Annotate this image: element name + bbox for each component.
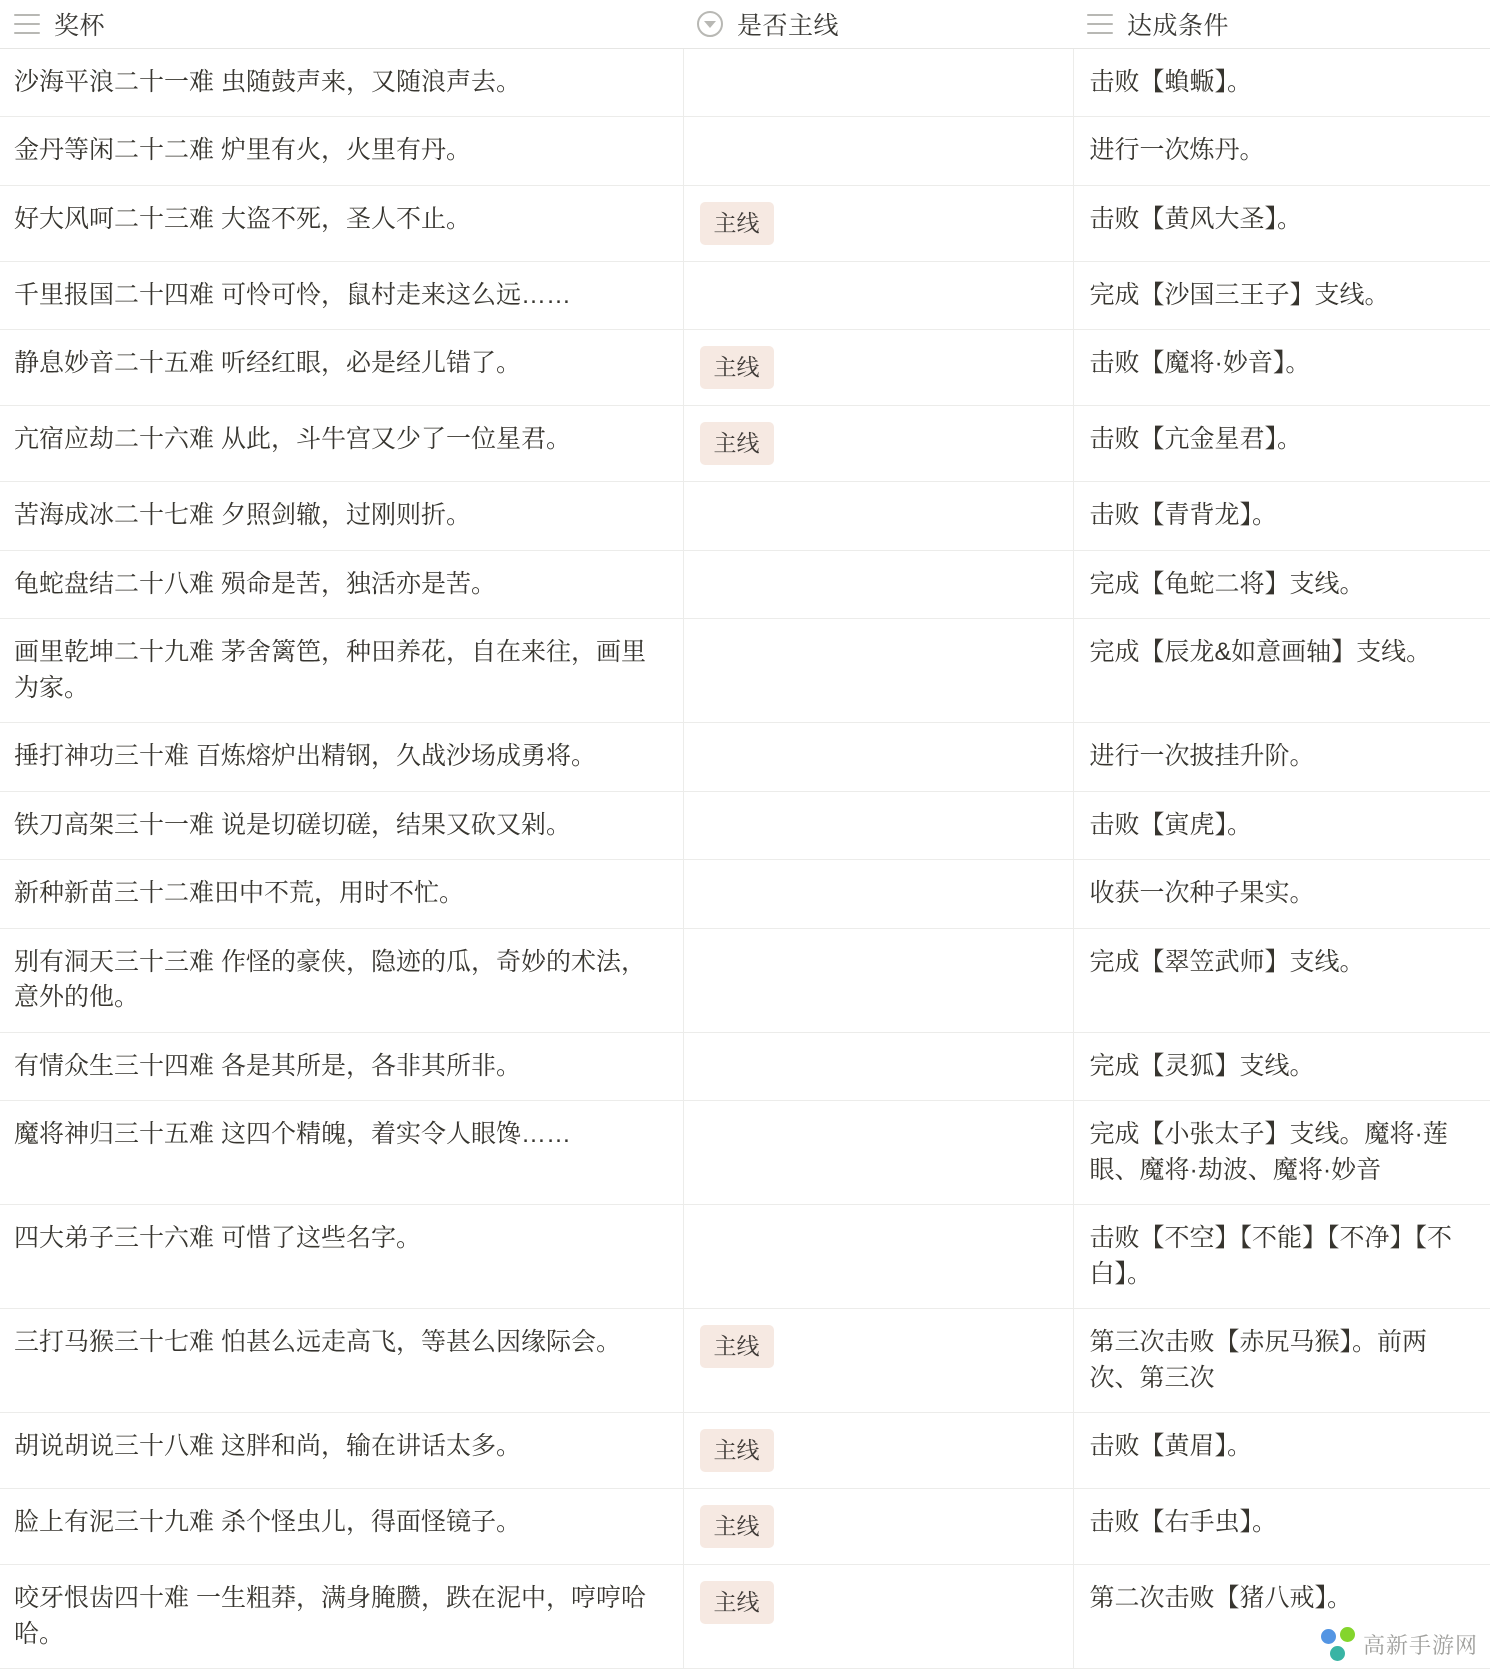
cell-is-main	[683, 330, 1073, 406]
table-row[interactable]	[0, 1309, 1490, 1413]
cell-is-main	[683, 550, 1073, 619]
cell-is-main	[683, 1205, 1073, 1309]
text-lines-icon	[14, 14, 40, 34]
table-row[interactable]	[0, 1565, 1490, 1669]
cell-condition: 第三次击败【赤尻马猴】。前两次、第三次	[1073, 1309, 1490, 1413]
cell-trophy-title: 新种新苗三十二难田中不荒，用时不忙。	[0, 860, 683, 929]
table-body	[0, 48, 1490, 1669]
cell-is-main	[683, 1309, 1073, 1413]
cell-is-main	[683, 723, 1073, 792]
cell-is-main	[683, 860, 1073, 929]
cell-trophy-title: 亢宿应劫二十六难 从此，斗牛宫又少了一位星君。	[0, 406, 683, 482]
cell-is-main	[683, 482, 1073, 551]
table-row[interactable]	[0, 1489, 1490, 1565]
cell-trophy-title: 沙海平浪二十一难 虫随鼓声来，又随浪声去。	[0, 48, 683, 117]
cell-is-main	[683, 1032, 1073, 1101]
column-header-is-main[interactable]	[683, 0, 1073, 48]
cell-is-main	[683, 1101, 1073, 1205]
column-header-is-main-label: 是否主线	[737, 11, 840, 40]
main-line-tag: 主线	[700, 1581, 774, 1624]
select-circle-icon	[697, 11, 723, 37]
cell-condition: 进行一次炼丹。	[1073, 117, 1490, 186]
table-row[interactable]	[0, 117, 1490, 186]
column-header-trophy-label: 奖杯	[54, 11, 106, 40]
table-row[interactable]	[0, 550, 1490, 619]
table-row[interactable]	[0, 791, 1490, 860]
cell-trophy-title: 咬牙恨齿四十难 一生粗莽，满身腌臜，跌在泥中，哼哼哈哈。	[0, 1565, 683, 1669]
cell-trophy-title: 好大风呵二十三难 大盗不死，圣人不止。	[0, 185, 683, 261]
cell-trophy-title: 捶打神功三十难 百炼熔炉出精钢，久战沙场成勇将。	[0, 723, 683, 792]
main-line-tag: 主线	[700, 1429, 774, 1472]
cell-condition: 击败【亢金星君】。	[1073, 406, 1490, 482]
cell-condition: 完成【辰龙&如意画轴】支线。	[1073, 619, 1490, 723]
cell-condition: 击败【寅虎】。	[1073, 791, 1490, 860]
cell-condition: 完成【翠笠武师】支线。	[1073, 928, 1490, 1032]
table-row[interactable]	[0, 185, 1490, 261]
cell-trophy-title: 脸上有泥三十九难 杀个怪虫儿，得面怪镜子。	[0, 1489, 683, 1565]
cell-condition: 进行一次披挂升阶。	[1073, 723, 1490, 792]
cell-condition: 完成【沙国三王子】支线。	[1073, 261, 1490, 330]
table-row[interactable]	[0, 1205, 1490, 1309]
cell-condition: 完成【龟蛇二将】支线。	[1073, 550, 1490, 619]
text-lines-icon	[1087, 14, 1113, 34]
cell-condition: 完成【小张太子】支线。魔将·莲眼、魔将·劫波、魔将·妙音	[1073, 1101, 1490, 1205]
cell-trophy-title: 千里报国二十四难 可怜可怜，鼠村走来这么远……	[0, 261, 683, 330]
column-header-condition[interactable]	[1073, 0, 1490, 48]
cell-condition: 击败【右手虫】。	[1073, 1489, 1490, 1565]
table-row[interactable]	[0, 723, 1490, 792]
cell-trophy-title: 四大弟子三十六难 可惜了这些名字。	[0, 1205, 683, 1309]
main-line-tag: 主线	[700, 1505, 774, 1548]
cell-condition: 完成【灵狐】支线。	[1073, 1032, 1490, 1101]
cell-condition: 击败【青背龙】。	[1073, 482, 1490, 551]
cell-is-main	[683, 928, 1073, 1032]
cell-condition: 击败【魔将·妙音】。	[1073, 330, 1490, 406]
cell-trophy-title: 有情众生三十四难 各是其所是，各非其所非。	[0, 1032, 683, 1101]
column-header-condition-label: 达成条件	[1127, 11, 1230, 40]
cell-is-main	[683, 1565, 1073, 1669]
table-row[interactable]	[0, 261, 1490, 330]
table-row[interactable]	[0, 482, 1490, 551]
cell-trophy-title: 魔将神归三十五难 这四个精魄，着实令人眼馋……	[0, 1101, 683, 1205]
cell-condition: 收获一次种子果实。	[1073, 860, 1490, 929]
cell-condition: 击败【黄风大圣】。	[1073, 185, 1490, 261]
cell-is-main	[683, 48, 1073, 117]
table-header-row	[0, 0, 1490, 48]
cell-is-main	[683, 117, 1073, 186]
cell-trophy-title: 龟蛇盘结二十八难 殒命是苦，独活亦是苦。	[0, 550, 683, 619]
table-row[interactable]	[0, 48, 1490, 117]
cell-trophy-title: 画里乾坤二十九难 茅舍篱笆，种田养花，自在来往，画里为家。	[0, 619, 683, 723]
cell-is-main	[683, 791, 1073, 860]
watermark-text: 高新手游网	[1362, 1632, 1478, 1658]
cell-condition: 击败【不空】【不能】【不净】【不白】。	[1073, 1205, 1490, 1309]
cell-trophy-title: 苦海成冰二十七难 夕照剑辙，过刚则折。	[0, 482, 683, 551]
table-row[interactable]	[0, 330, 1490, 406]
cell-is-main	[683, 1489, 1073, 1565]
watermark	[1321, 1627, 1478, 1661]
cell-trophy-title: 铁刀高架三十一难 说是切磋切磋，结果又砍又剁。	[0, 791, 683, 860]
column-header-trophy[interactable]	[0, 0, 683, 48]
cell-condition: 第二次击败【猪八戒】。	[1073, 1565, 1490, 1669]
table-row[interactable]	[0, 619, 1490, 723]
cell-is-main	[683, 185, 1073, 261]
table-row[interactable]	[0, 1413, 1490, 1489]
cell-condition: 击败【蝜蝂】。	[1073, 48, 1490, 117]
cell-is-main	[683, 406, 1073, 482]
table-row[interactable]	[0, 406, 1490, 482]
table-row[interactable]	[0, 1101, 1490, 1205]
cell-is-main	[683, 1413, 1073, 1489]
table-row[interactable]	[0, 1032, 1490, 1101]
main-line-tag: 主线	[700, 346, 774, 389]
main-line-tag: 主线	[700, 422, 774, 465]
cell-trophy-title: 三打马猴三十七难 怕甚么远走高飞，等甚么因缘际会。	[0, 1309, 683, 1413]
cell-trophy-title: 胡说胡说三十八难 这胖和尚，输在讲话太多。	[0, 1413, 683, 1489]
table-row[interactable]	[0, 928, 1490, 1032]
cell-is-main	[683, 261, 1073, 330]
cell-trophy-title: 金丹等闲二十二难 炉里有火，火里有丹。	[0, 117, 683, 186]
main-line-tag: 主线	[700, 1325, 774, 1368]
main-line-tag: 主线	[700, 202, 774, 245]
cell-trophy-title: 别有洞天三十三难 作怪的豪侠，隐迹的瓜，奇妙的术法，意外的他。	[0, 928, 683, 1032]
cell-trophy-title: 静息妙音二十五难 听经红眼，必是经儿错了。	[0, 330, 683, 406]
cell-condition: 击败【黄眉】。	[1073, 1413, 1490, 1489]
table-row[interactable]	[0, 860, 1490, 929]
cell-is-main	[683, 619, 1073, 723]
watermark-logo-icon	[1321, 1627, 1355, 1661]
table-header	[0, 0, 1490, 48]
